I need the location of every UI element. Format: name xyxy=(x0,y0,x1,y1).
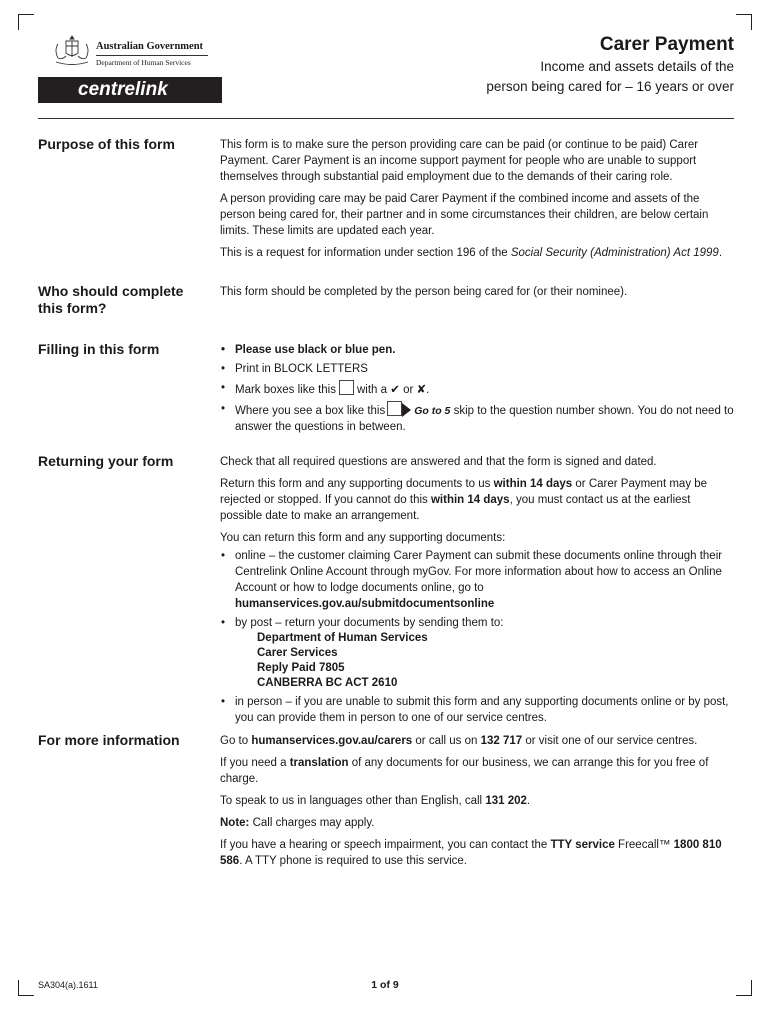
more-p5-a: If you have a hearing or speech impairment, you can contact the xyxy=(220,839,551,851)
page-number: 1 of 9 xyxy=(371,979,399,991)
more-paragraph-2 xyxy=(220,755,734,787)
logo-divider xyxy=(96,55,208,56)
purpose-p3-end: . xyxy=(718,247,723,259)
example-checkbox xyxy=(339,380,354,395)
returning-paragraph-1: Check that all required questions are answered and that the form is signed and dated. xyxy=(220,456,657,468)
address-line-3: Reply Paid 7805 xyxy=(257,662,345,674)
department-name: Department of Human Services xyxy=(96,58,191,67)
section-heading-purpose: Purpose of this form xyxy=(38,136,175,152)
form-title: Carer Payment xyxy=(599,34,734,55)
language-phone-number: 131 202 xyxy=(485,795,527,807)
more-paragraph-4 xyxy=(220,815,734,831)
list-item xyxy=(220,401,734,435)
goto-arrow-icon xyxy=(402,403,411,417)
more-p1-c: or visit one of our service centres. xyxy=(522,735,698,747)
goto-label: Go to 5 xyxy=(414,405,451,417)
address-line-2: Carer Services xyxy=(257,647,338,659)
returning-p2-a: Return this form and any supporting documents to us xyxy=(220,478,494,490)
note-text: Call charges may apply. xyxy=(249,817,375,829)
more-p2-c: of any documents for our business, we can arrange this for you free of charge. xyxy=(220,757,709,785)
phone-number: 132 717 xyxy=(480,735,523,747)
purpose-paragraph-2: A person providing care may be paid Carer Payment if the combined income and assets of the person being cared for, their partner and in some circumstances their children, are below certain limits. These limits are updated each year. xyxy=(220,193,709,237)
more-p5-c: Freecall™ xyxy=(614,839,674,851)
more-p3-a: To speak to us in languages other than English, call xyxy=(220,795,486,807)
tty-phone-number: 1800 810 586 xyxy=(220,839,722,867)
list-item: • Please use black or blue pen. xyxy=(220,342,734,358)
translation-text: translation xyxy=(289,757,349,769)
form-title-block xyxy=(486,33,734,97)
more-p3-c: . xyxy=(526,795,531,807)
section-heading-filling: Filling in this form xyxy=(38,341,160,357)
returning-p2-e: , you must contact us at the earliest possible date to make an arrangement. xyxy=(220,494,691,522)
list-item xyxy=(220,380,734,398)
address-line-4: CANBERRA BC ACT 2610 xyxy=(257,677,398,689)
list-item xyxy=(220,615,734,691)
post-method-text: by post – return your documents by sending them to: xyxy=(235,617,504,629)
example-goto-box xyxy=(387,401,402,416)
more-p2-a: If you need a xyxy=(220,757,290,769)
deadline-text-2: within 14 days xyxy=(430,494,510,506)
mark-or-text: or xyxy=(403,384,414,396)
form-subtitle-line-1: Income and assets details of the xyxy=(540,59,734,74)
more-paragraph-1 xyxy=(220,733,734,749)
goto-box-text: Where you see a box like this xyxy=(235,405,386,417)
more-p5-e: . A TTY phone is required to use this service. xyxy=(239,855,467,867)
list-item: • Print in BLOCK LETTERS xyxy=(220,361,734,377)
more-paragraph-5 xyxy=(220,837,734,869)
section-body-filling xyxy=(220,342,734,438)
crop-mark-top-right xyxy=(736,14,752,30)
postal-address xyxy=(235,631,734,691)
submit-documents-link[interactable]: humanservices.gov.au/submitdocumentsonline xyxy=(235,598,495,610)
more-paragraph-3 xyxy=(220,793,734,809)
filling-instructions-list xyxy=(220,342,734,435)
tick-icon: ✔ xyxy=(390,384,400,396)
tty-service-text: TTY service xyxy=(550,839,615,851)
purpose-paragraph-3 xyxy=(220,245,734,261)
address-line-1: Department of Human Services xyxy=(257,632,428,644)
who-paragraph: This form should be completed by the person being cared for (or their nominee). xyxy=(220,286,628,298)
who-heading-line-2: this form? xyxy=(38,300,107,316)
section-body-who xyxy=(220,284,734,306)
return-methods-list xyxy=(220,548,734,726)
list-item xyxy=(220,548,734,612)
section-heading-returning: Returning your form xyxy=(38,453,174,469)
cross-icon: ✘ xyxy=(416,384,427,396)
purpose-paragraph-1: This form is to make sure the person providing care can be paid (or continue to be paid) Carer Payment. Carer Payment is an income support payment for people who are unable to support themselves through substantial paid employment due to the demands of their caring role. xyxy=(220,139,699,183)
list-item: • in person – if you are unable to submit this form and any supporting documents online or by post, you can provide them in person to one of our service centres. xyxy=(220,694,734,726)
form-code: SA304(a).1611 xyxy=(38,980,98,990)
coat-of-arms-icon xyxy=(50,34,94,68)
returning-paragraph-3: You can return this form and any supporting documents: xyxy=(220,532,506,544)
crop-mark-top-left xyxy=(18,14,34,30)
header-divider xyxy=(38,118,734,119)
goto-explanation: skip to the question number shown. You do not need to answer the questions in between. xyxy=(235,405,734,433)
who-heading-line-1: Who should complete xyxy=(38,283,184,299)
section-heading-who xyxy=(38,283,208,317)
mark-end-text: . xyxy=(426,384,430,396)
more-p1-b: or call us on xyxy=(412,735,481,747)
carers-link[interactable]: humanservices.gov.au/carers xyxy=(251,735,413,747)
online-method-text: online – the customer claiming Carer Payment can submit these documents online through their Centrelink Online Account through myGov. For more information about how to access an Online Account or how to lodge documents online, go to xyxy=(235,550,723,594)
deadline-text-1: within 14 days xyxy=(493,478,573,490)
form-subtitle-line-2: person being cared for – 16 years or over xyxy=(486,79,734,94)
returning-p2-c: or Carer Payment may be rejected or stopped. If you cannot do this xyxy=(220,478,708,506)
returning-paragraph-2 xyxy=(220,476,734,524)
mark-boxes-text: Mark boxes like this xyxy=(235,384,336,396)
note-label: Note: xyxy=(220,817,250,829)
act-name: Social Security (Administration) Act 1999 xyxy=(510,247,719,259)
mark-with-text: with a xyxy=(356,384,388,396)
section-body-returning xyxy=(220,454,734,729)
government-name: Australian Government xyxy=(96,41,204,52)
section-body-more-info xyxy=(220,733,734,875)
centrelink-wordmark: centrelink xyxy=(78,79,168,100)
centrelink-brand-bar xyxy=(38,77,222,103)
section-heading-more-info: For more information xyxy=(38,732,180,748)
section-body-purpose xyxy=(220,137,734,267)
more-p1-a: Go to xyxy=(220,735,252,747)
purpose-p3-text: This is a request for information under section 196 of the xyxy=(220,247,511,259)
